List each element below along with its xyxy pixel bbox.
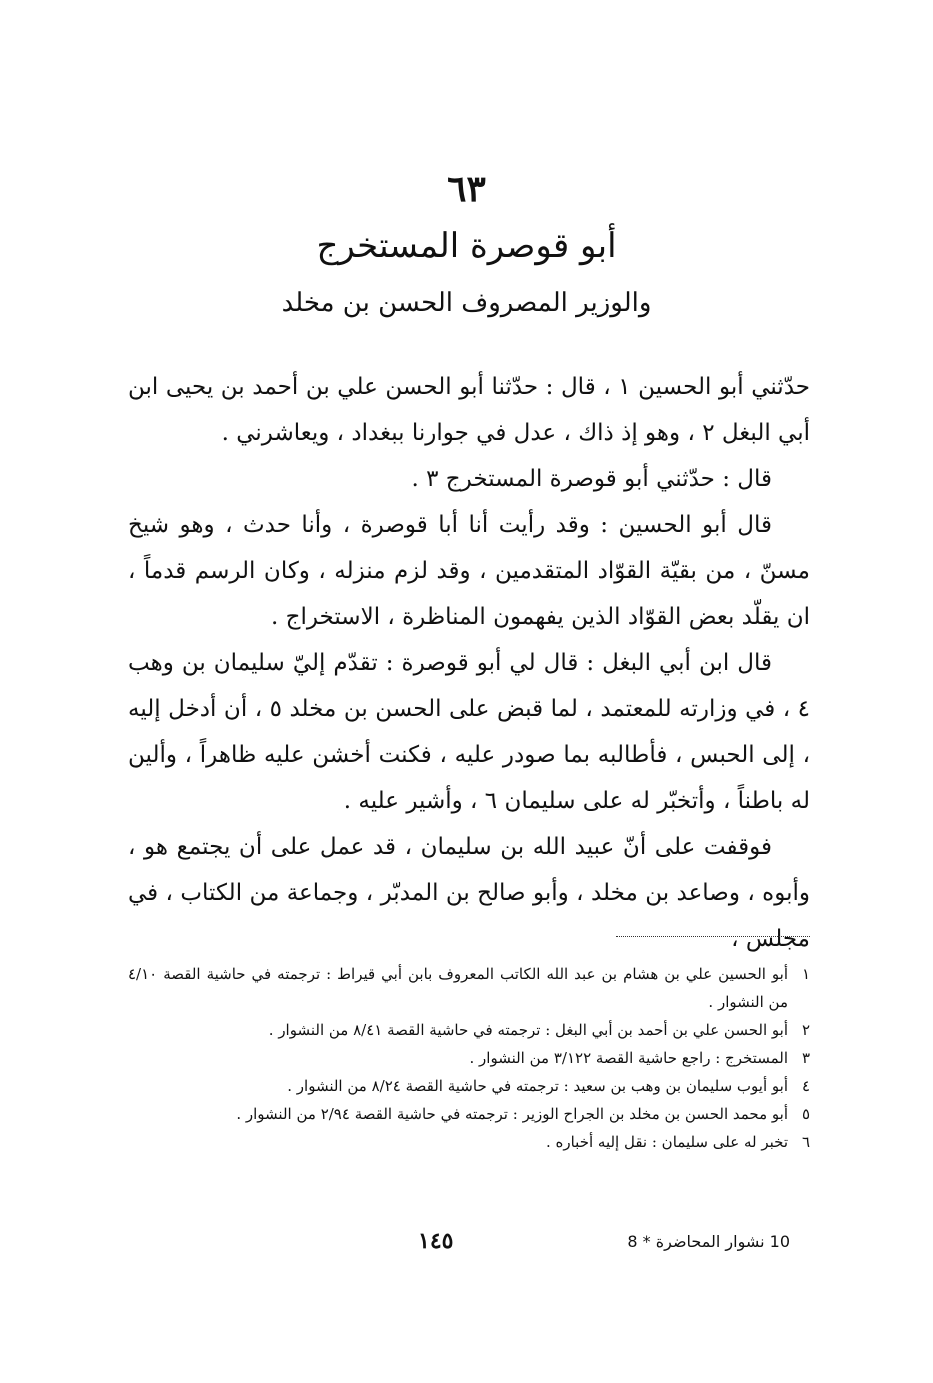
footnote-text: المستخرج : راجع حاشية القصة ٣/١٢٢ من النشوار . [469,1049,788,1067]
footnote-number: ٣ [801,1049,810,1067]
footnote-number: ٤ [801,1077,810,1095]
footnote-text: أبو أيوب سليمان بن وهب بن سعيد : ترجمته في حاشية القصة ٨/٢٤ من النشوار . [287,1077,788,1095]
printer-signature: 10 نشوار المحاضرة * 8 [627,1232,790,1251]
body-text [128,364,810,962]
footnote [128,1072,810,1100]
footnote-number: ١ [801,965,810,983]
footnotes [128,960,810,1156]
footnote-text: أبو الحسين علي بن هشام بن عبد الله الكاتب المعروف بابن أبي قيراط : ترجمته في حاشية القصة ٤/١٠ من النشوار . [128,965,788,1011]
paragraph: قال : حدّثني أبو قوصرة المستخرج ٣ . [411,466,772,492]
page-title: أبو قوصرة المستخرج [316,226,617,266]
paragraph: حدّثني أبو الحسين ١ ، قال : حدّثنا أبو الحسن علي بن أحمد بن يحيى ابن أبي البغل ٢ ، وهو إذ ذاك ، عدل في جوارنا ببغداد ، ويعاشرني . [128,374,810,446]
footnote-text: تخبر له على سليمان : نقل إليه أخباره . [545,1133,788,1151]
footnote-separator [616,936,810,937]
footnote-number: ٥ [801,1105,810,1123]
paragraph: فوقفت على أنّ عبيد الله بن سليمان ، قد عمل على أن يجتمع هو ، وأبوه ، وصاعد بن مخلد ، وأبو صالح بن المدبّر ، وجماعة من الكتاب ، في مجلس ، [128,834,810,952]
page-number: ١٤٥ [418,1228,454,1254]
footnote-text: أبو محمد الحسن بن مخلد بن الجراح الوزير : ترجمته في حاشية القصة ٢/٩٤ من النشوار . [236,1105,788,1123]
page-footer [128,1228,810,1262]
footnote-number: ٢ [801,1021,810,1039]
paragraph: قال أبو الحسين : وقد رأيت أنا أبا قوصرة ، وأنا حدث ، وهو شيخ مسنّ ، من بقيّة القوّاد المتقدمين ، وقد لزم منزله ، وكان الرسم قدماً ، ان يقلّد بعض القوّاد الذين يفهمون المناظرة ، الاستخراج . [128,512,810,630]
page-subtitle: والوزير المصروف الحسن بن مخلد [281,288,652,318]
footnote [128,1016,810,1044]
footnote [128,960,810,1016]
footnote [128,1044,810,1072]
footnote-text: أبو الحسن علي بن أحمد بن أبي البغل : ترجمته في حاشية القصة ٨/٤١ من النشوار . [268,1021,788,1039]
chapter-number: ٦٣ [447,168,486,210]
footnote [128,1100,810,1128]
footnote [128,1128,810,1156]
paragraph: قال ابن أبي البغل : قال لي أبو قوصرة : تقدّم إليّ سليمان بن وهب ٤ ، في وزارته للمعتمد ، لما قبض على الحسن بن مخلد ٥ ، أن أدخل إليه ، إلى الحبس ، فأطالبه بما صودر عليه ، فكنت أخشن عليه ظاهراً ، وألين له باطناً ، وأتخبّر له على سليمان ٦ ، وأشير عليه . [128,650,811,814]
footnote-number: ٦ [801,1133,810,1151]
